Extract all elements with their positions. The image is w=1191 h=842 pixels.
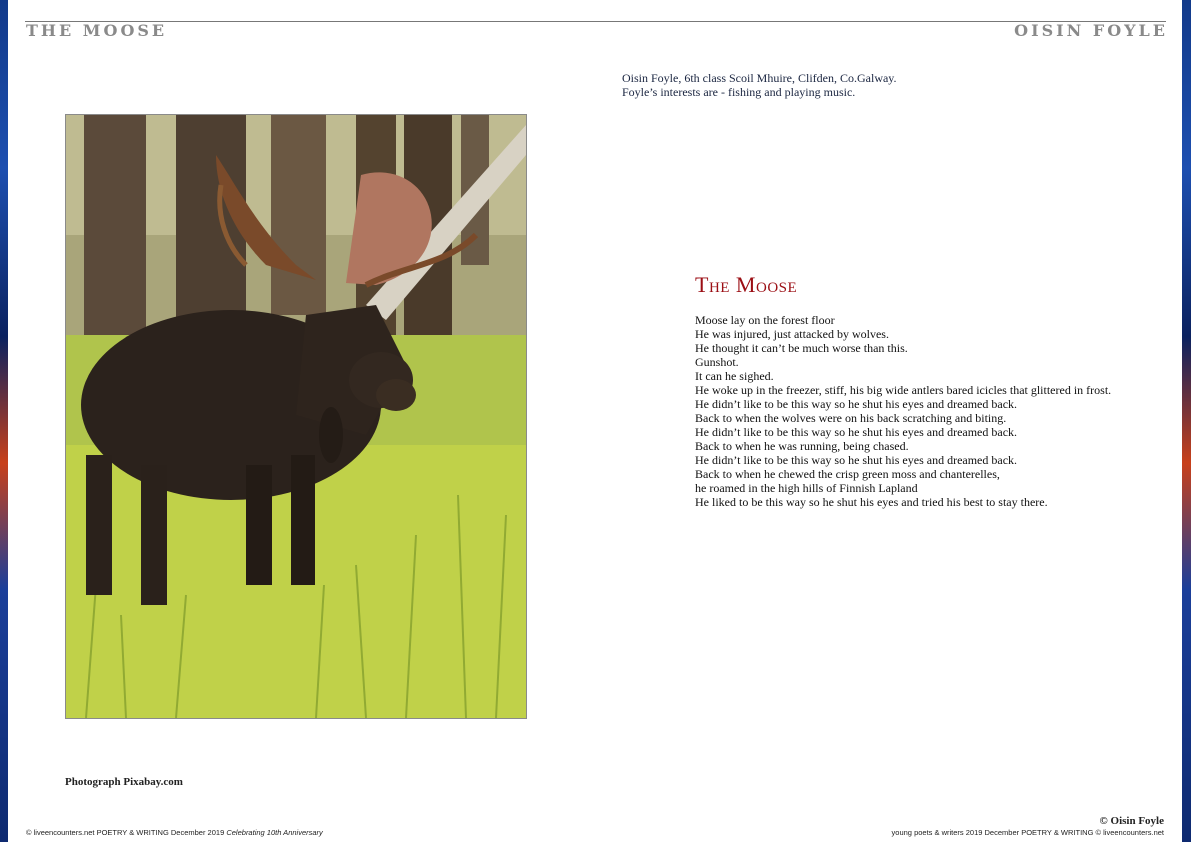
decorative-left-border [0,0,8,842]
header-title-left: THE MOOSE [26,21,168,40]
header-author-right: OISIN FOYLE [1014,21,1168,40]
poem-title: The Moose [695,272,798,297]
moose-illustration [66,115,526,718]
photo-caption: Photograph Pixabay.com [65,776,183,788]
bio-line-2: Foyle’s interests are - fishing and playing music. [622,85,856,99]
moose-photo [65,114,527,719]
poem-line: Back to when he was running, being chased. [695,439,909,453]
header-rule [25,21,1166,22]
author-bio [622,71,897,99]
decorative-right-border [1182,0,1191,842]
poem-line: It can he sighed. [695,369,774,383]
poem-line: Moose lay on the forest floor [695,313,835,327]
footer-left [26,828,323,837]
poem-line: Back to when he chewed the crisp green moss and chanterelles, [695,467,1000,481]
poem-line: He liked to be this way so he shut his eyes and tried his best to stay there. [695,495,1048,509]
poem-line: He woke up in the freezer, stiff, his big wide antlers bared icicles that glittered in frost. [695,383,1112,397]
poem-line: Gunshot. [695,355,739,369]
poem-line: He was injured, just attacked by wolves. [695,327,889,341]
poem-line: He thought it can’t be much worse than this. [695,341,908,355]
footer-left-anniversary: Celebrating 10th Anniversary [226,828,323,837]
poem-body [695,313,1111,509]
footer-left-text: © liveencounters.net POETRY & WRITING December 2019 [26,828,225,837]
poem-line: He didn’t like to be this way so he shut his eyes and dreamed back. [695,397,1018,411]
poem-line: Back to when the wolves were on his back scratching and biting. [695,411,1007,425]
poem-line: He didn’t like to be this way so he shut his eyes and dreamed back. [695,425,1018,439]
copyright-author: © Oisin Foyle [1099,815,1164,827]
bio-line-1: Oisin Foyle, 6th class Scoil Mhuire, Clifden, Co.Galway. [622,71,897,85]
poem-line: He didn’t like to be this way so he shut his eyes and dreamed back. [695,453,1018,467]
magazine-page [8,0,1182,842]
footer-right: young poets & writers 2019 December POETRY & WRITING © liveencounters.net [891,828,1164,837]
poem-line: he roamed in the high hills of Finnish Lapland [695,481,918,495]
